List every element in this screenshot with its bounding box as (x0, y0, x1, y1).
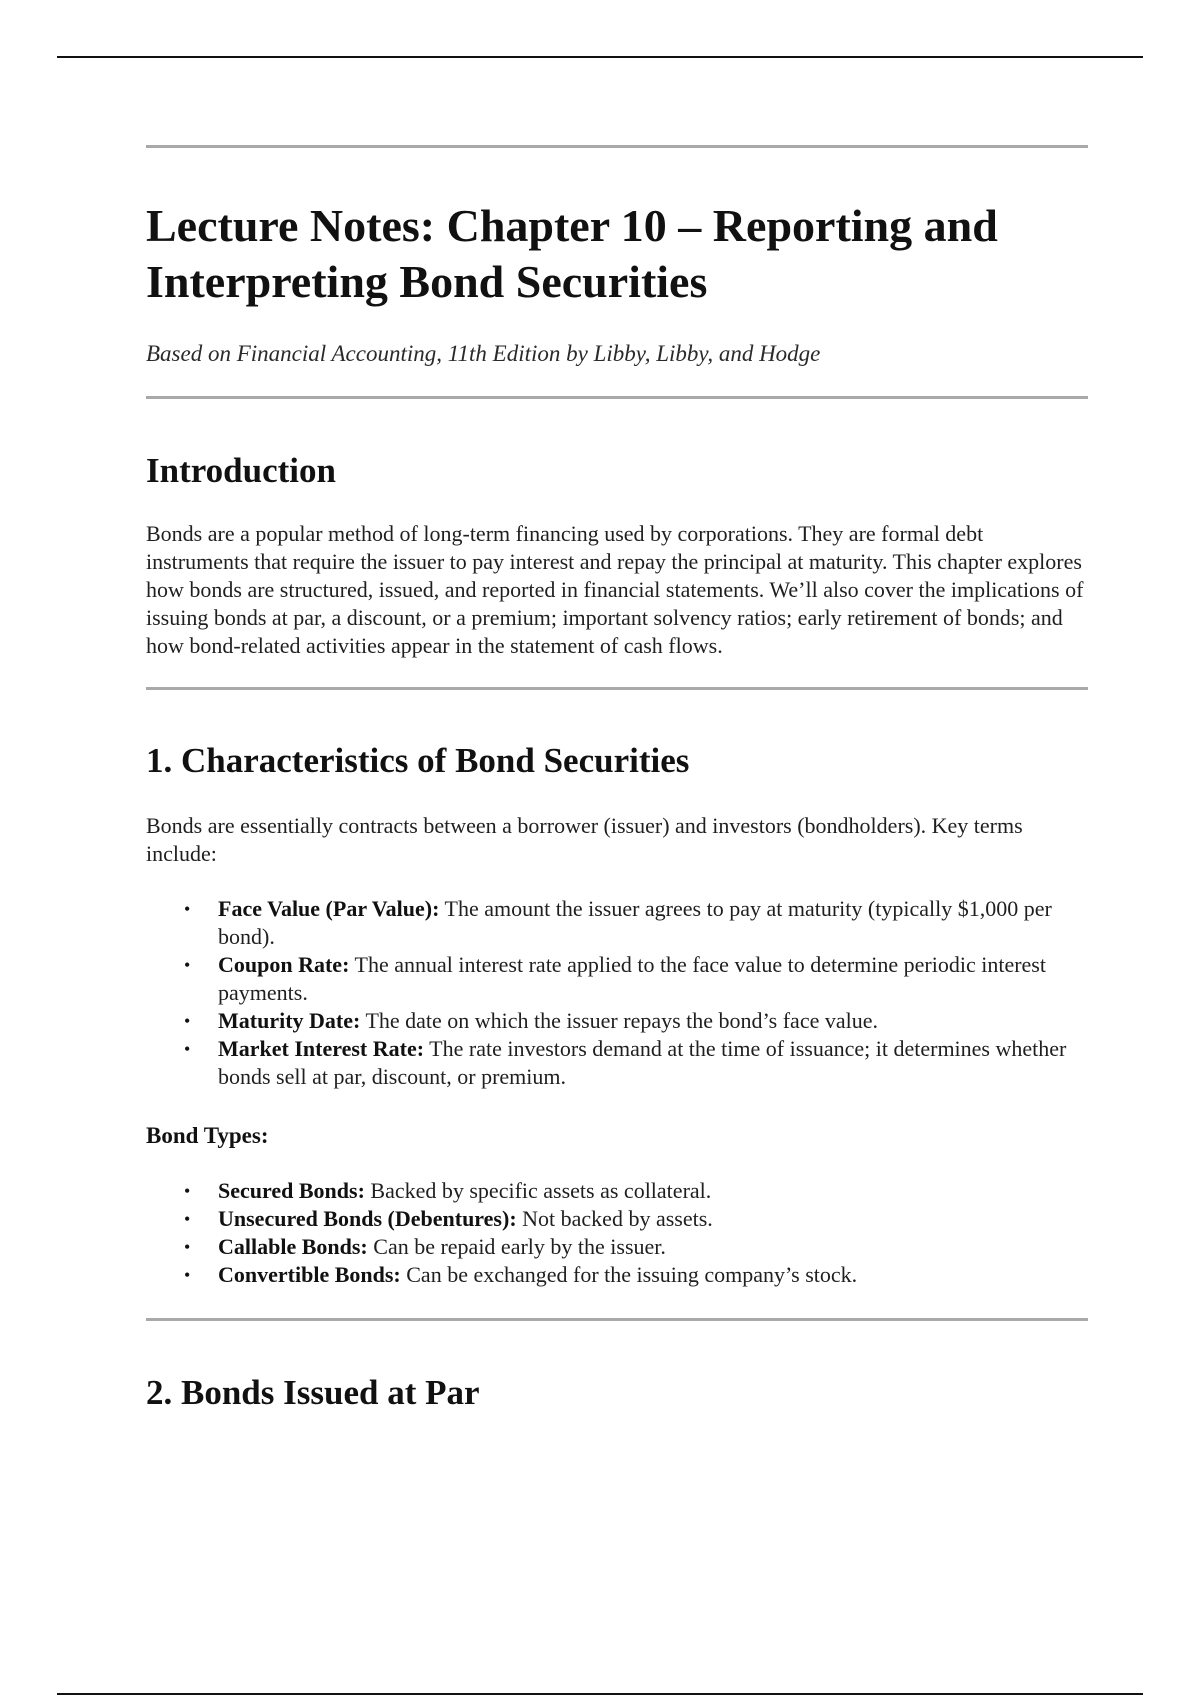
horizontal-divider (146, 396, 1088, 399)
list-item (146, 1233, 1088, 1261)
bullet-icon: • (184, 1237, 191, 1257)
term-description: The amount the issuer agrees to pay at maturity (typically $1,000 per bond). (218, 896, 1052, 949)
term-label: Callable Bonds: (218, 1234, 368, 1259)
bullet-icon: • (184, 1181, 191, 1201)
bullet-icon: • (184, 1265, 191, 1285)
section-1-heading: 1. Characteristics of Bond Securities (146, 741, 690, 780)
page-top-border (57, 56, 1143, 58)
bond-types-heading: Bond Types: (146, 1123, 269, 1148)
bullet-icon: • (184, 1209, 191, 1229)
bullet-icon: • (184, 899, 191, 919)
term-description: Backed by specific assets as collateral. (364, 1178, 712, 1203)
term-description: The rate investors demand at the time of issuance; it determines whether bonds sell at par, discount, or premium. (218, 1036, 1067, 1089)
term-label: Face Value (Par Value): (218, 896, 440, 921)
horizontal-divider (146, 687, 1088, 690)
term-label: Coupon Rate: (218, 952, 350, 977)
bullet-icon: • (184, 1039, 191, 1059)
list-item (146, 1177, 1088, 1205)
term-label: Secured Bonds: (218, 1178, 365, 1203)
bullet-icon: • (184, 955, 191, 975)
list-item (146, 1205, 1088, 1233)
list-item (146, 895, 1078, 951)
document-title: Lecture Notes: Chapter 10 – Reporting and Interpreting Bond Securities (146, 200, 998, 307)
key-terms-list (146, 895, 1088, 1091)
list-item (146, 1261, 1088, 1289)
term-label: Unsecured Bonds (Debentures): (218, 1206, 517, 1231)
introduction-heading: Introduction (146, 451, 336, 490)
term-description: The date on which the issuer repays the bond’s face value. (360, 1008, 878, 1033)
bullet-icon: • (184, 1011, 191, 1031)
page-bottom-border (57, 1693, 1143, 1695)
bond-types-list (146, 1177, 1088, 1289)
term-description: Can be exchanged for the issuing company’s stock. (400, 1262, 858, 1287)
horizontal-divider (146, 145, 1088, 148)
term-label: Market Interest Rate: (218, 1036, 425, 1061)
term-label: Maturity Date: (218, 1008, 361, 1033)
section-2-heading: 2. Bonds Issued at Par (146, 1373, 480, 1412)
introduction-paragraph: Bonds are a popular method of long-term financing used by corporations. They are formal debt instruments that require the issuer to pay interest and repay the principal at maturity. This chapter explores how bonds are structured, issued, and reported in financial statements. We’ll also cover the implications of issuing bonds at par, a discount, or a premium; important solvency ratios; early retirement of bonds; and how bond-related activities appear in the statement of cash flows. (146, 521, 1084, 658)
list-item (146, 1035, 1078, 1091)
section-1-paragraph: Bonds are essentially contracts between a borrower (issuer) and investors (bondholders). Key terms include: (146, 813, 1023, 866)
term-label: Convertible Bonds: (218, 1262, 401, 1287)
term-description: Not backed by assets. (516, 1206, 713, 1231)
horizontal-divider (146, 1318, 1088, 1321)
document-subtitle: Based on Financial Accounting, 11th Edition by Libby, Libby, and Hodge (146, 341, 821, 366)
list-item (146, 951, 1078, 1007)
term-description: Can be repaid early by the issuer. (367, 1234, 666, 1259)
term-description: The annual interest rate applied to the face value to determine periodic interest payments. (218, 952, 1046, 1005)
list-item (146, 1007, 1078, 1035)
